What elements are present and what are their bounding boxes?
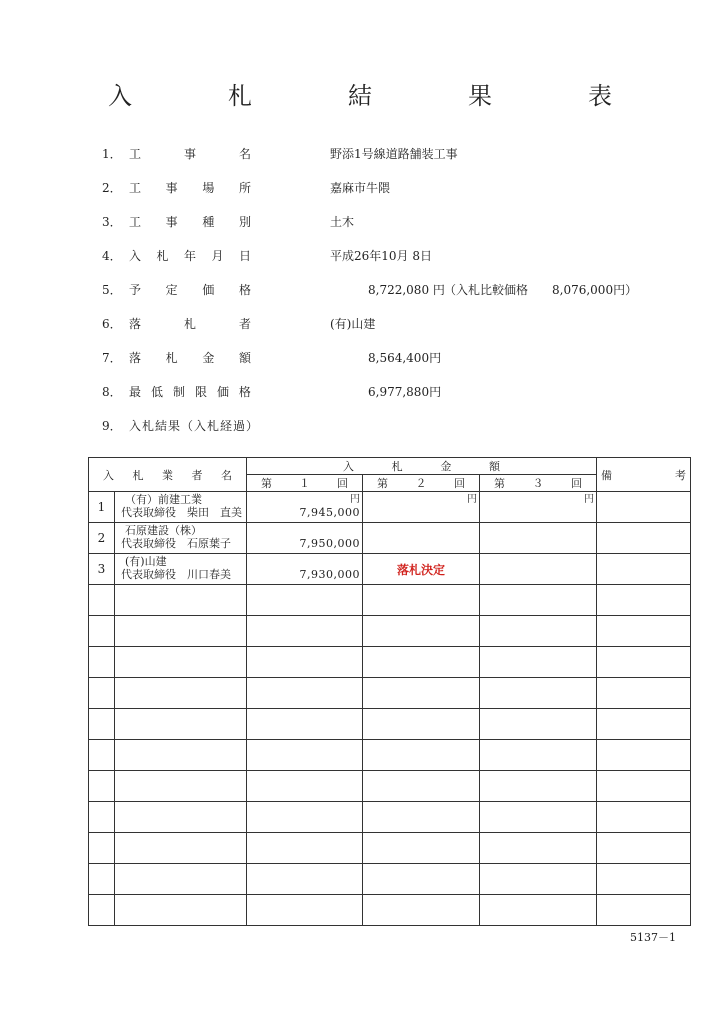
- yen-unit: [480, 524, 594, 537]
- empty-cell: [247, 895, 363, 926]
- company-cell: [115, 492, 247, 523]
- bid-results-table: [88, 457, 691, 926]
- empty-cell: [89, 833, 115, 864]
- empty-row: [89, 771, 691, 802]
- bid-amount: 7,930,000: [299, 568, 360, 581]
- item-number: 4．: [102, 249, 122, 263]
- empty-row: [89, 678, 691, 709]
- company-name: （有）前建工業: [125, 493, 202, 506]
- empty-row: [89, 864, 691, 895]
- empty-cell: [247, 709, 363, 740]
- item-value: 8,564,400円: [368, 351, 442, 365]
- empty-cell: [115, 771, 247, 802]
- representative: 代表取締役 石原葉子: [121, 537, 231, 550]
- empty-cell: [597, 647, 691, 678]
- row-number: 2: [89, 523, 115, 554]
- empty-cell: [480, 647, 597, 678]
- item-value: (有)山建: [330, 317, 376, 331]
- company-cell: [115, 523, 247, 554]
- yen-unit: [480, 555, 594, 568]
- item-value: 平成26年10月 8日: [330, 249, 432, 263]
- empty-row: [89, 802, 691, 833]
- yen-unit: 円: [350, 494, 360, 505]
- empty-cell: [247, 585, 363, 616]
- item-value-extra: （入札比較価格 8,076,000円）: [444, 283, 638, 297]
- item-label: 最 低 制 限 価 格: [129, 385, 251, 399]
- empty-cell: [480, 709, 597, 740]
- row-number: 1: [89, 492, 115, 523]
- item-number: 9．: [102, 419, 122, 433]
- document-title: 入 札 結 果 表: [108, 82, 648, 110]
- empty-cell: [597, 802, 691, 833]
- empty-cell: [597, 833, 691, 864]
- item-number: 2．: [102, 181, 122, 195]
- empty-cell: [480, 616, 597, 647]
- round-2-amount: [363, 523, 480, 554]
- empty-cell: [89, 802, 115, 833]
- empty-cell: [89, 771, 115, 802]
- item-number: 3．: [102, 215, 122, 229]
- item-label: 落 札 者: [129, 317, 251, 331]
- empty-cell: [363, 864, 480, 895]
- empty-row: [89, 585, 691, 616]
- item-number: 6．: [102, 317, 122, 331]
- item-number: 8．: [102, 385, 122, 399]
- round-3-amount: [480, 492, 597, 523]
- empty-cell: [480, 740, 597, 771]
- empty-cell: [597, 740, 691, 771]
- empty-cell: [247, 647, 363, 678]
- empty-cell: [597, 678, 691, 709]
- empty-cell: [89, 740, 115, 771]
- empty-cell: [247, 616, 363, 647]
- empty-cell: [363, 616, 480, 647]
- yen-unit: 円: [584, 494, 594, 505]
- empty-cell: [115, 740, 247, 771]
- company-name: 石原建設（株）: [125, 524, 202, 537]
- empty-cell: [115, 678, 247, 709]
- empty-cell: [363, 647, 480, 678]
- item-value: 土木: [330, 215, 355, 229]
- empty-cell: [597, 771, 691, 802]
- empty-cell: [89, 895, 115, 926]
- company-name: (有)山建: [125, 555, 167, 568]
- empty-cell: [363, 709, 480, 740]
- empty-row: [89, 709, 691, 740]
- empty-cell: [115, 585, 247, 616]
- empty-cell: [363, 678, 480, 709]
- empty-cell: [363, 833, 480, 864]
- item-label: 工 事 場 所: [129, 181, 251, 195]
- table-row: [89, 492, 691, 523]
- round-3-amount: [480, 523, 597, 554]
- empty-cell: [480, 895, 597, 926]
- empty-cell: [115, 833, 247, 864]
- item-number: 5．: [102, 283, 122, 297]
- empty-cell: [89, 678, 115, 709]
- empty-row: [89, 895, 691, 926]
- footer-code: 5137－1: [630, 931, 676, 944]
- award-decision: 落札決定: [363, 554, 480, 585]
- empty-cell: [597, 616, 691, 647]
- empty-cell: [89, 709, 115, 740]
- empty-cell: [247, 802, 363, 833]
- empty-row: [89, 740, 691, 771]
- header-company: 入 札 業 者 名: [89, 458, 247, 492]
- item-label: 工 事 種 別: [129, 215, 251, 229]
- empty-cell: [115, 616, 247, 647]
- representative: 代表取締役 柴田 直美: [121, 506, 242, 519]
- empty-cell: [363, 740, 480, 771]
- yen-unit: [247, 555, 360, 568]
- table-row: [89, 523, 691, 554]
- yen-unit: 円: [467, 494, 477, 505]
- round-3-amount: [480, 554, 597, 585]
- empty-cell: [247, 678, 363, 709]
- empty-cell: [597, 864, 691, 895]
- empty-cell: [363, 771, 480, 802]
- empty-cell: [247, 864, 363, 895]
- empty-cell: [597, 895, 691, 926]
- empty-cell: [597, 709, 691, 740]
- empty-cell: [480, 771, 597, 802]
- round-2-amount: [363, 492, 480, 523]
- empty-cell: [115, 709, 247, 740]
- note-cell: [597, 492, 691, 523]
- item-value: 8,722,080 円: [368, 283, 445, 297]
- item-number: 1．: [102, 147, 122, 161]
- header-round-3: 第 ３ 回: [480, 475, 597, 492]
- item-label: 落 札 金 額: [129, 351, 251, 365]
- round-1-amount: [247, 554, 363, 585]
- header-round-1: 第 １ 回: [247, 475, 363, 492]
- empty-cell: [115, 802, 247, 833]
- representative: 代表取締役 川口春美: [121, 568, 231, 581]
- item-label: 入札結果（入札経過）: [129, 419, 260, 433]
- empty-row: [89, 616, 691, 647]
- header-amount: 入 札 金 額: [247, 458, 597, 475]
- empty-cell: [89, 864, 115, 895]
- empty-cell: [115, 647, 247, 678]
- empty-cell: [480, 833, 597, 864]
- round-1-amount: [247, 523, 363, 554]
- yen-unit: [363, 524, 477, 537]
- empty-cell: [247, 740, 363, 771]
- header-note: 備 考: [597, 458, 691, 492]
- empty-cell: [89, 585, 115, 616]
- item-value: 野添1号線道路舗装工事: [330, 147, 458, 161]
- empty-cell: [480, 678, 597, 709]
- empty-cell: [115, 895, 247, 926]
- empty-cell: [480, 585, 597, 616]
- empty-cell: [480, 802, 597, 833]
- item-value: 6,977,880円: [368, 385, 442, 399]
- header-round-2: 第 ２ 回: [363, 475, 480, 492]
- empty-cell: [597, 585, 691, 616]
- bid-amount: 7,950,000: [299, 537, 360, 550]
- empty-cell: [89, 647, 115, 678]
- round-1-amount: [247, 492, 363, 523]
- table-row: [89, 554, 691, 585]
- bid-amount: 7,945,000: [299, 506, 360, 519]
- item-label: 予 定 価 格: [129, 283, 251, 297]
- item-number: 7．: [102, 351, 122, 365]
- empty-cell: [247, 833, 363, 864]
- empty-cell: [363, 585, 480, 616]
- empty-cell: [363, 895, 480, 926]
- empty-cell: [247, 771, 363, 802]
- empty-cell: [480, 864, 597, 895]
- empty-cell: [363, 802, 480, 833]
- row-number: 3: [89, 554, 115, 585]
- item-label: 入 札 年 月 日: [129, 249, 251, 263]
- note-cell: [597, 523, 691, 554]
- item-label: 工 事 名: [129, 147, 251, 161]
- yen-unit: [247, 524, 360, 537]
- item-value: 嘉麻市牛隈: [330, 181, 391, 195]
- empty-cell: [89, 616, 115, 647]
- empty-cell: [115, 864, 247, 895]
- empty-row: [89, 647, 691, 678]
- company-cell: [115, 554, 247, 585]
- empty-row: [89, 833, 691, 864]
- note-cell: [597, 554, 691, 585]
